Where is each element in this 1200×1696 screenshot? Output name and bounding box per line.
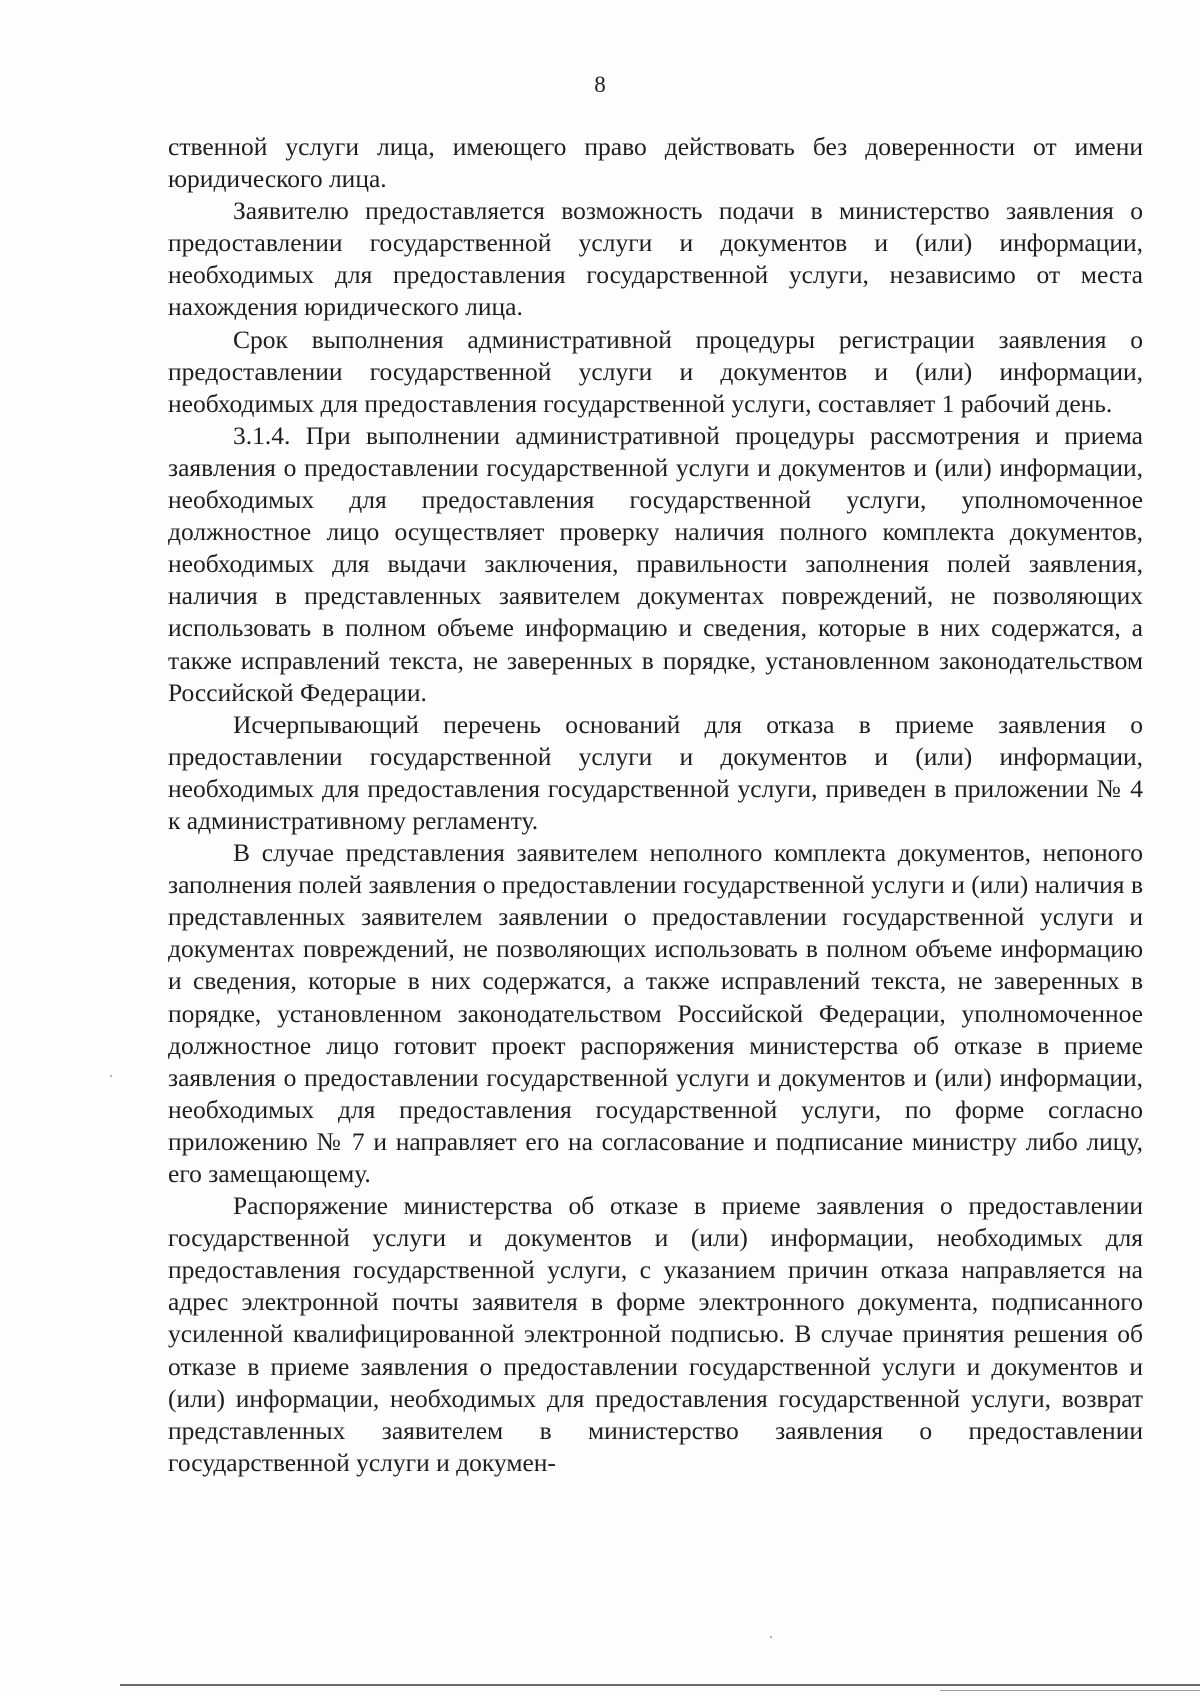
scan-bottom-edge	[120, 1684, 1200, 1686]
paragraph-3-1-4: 3.1.4. При выполнении административной процедуры рассмотрения и приема заявления о предоставлении государственной услуги и документов и (или) информации, необходимых для предоставления государственной услуги, уполномоченное должностное лицо осуществляет проверку наличия полного комплекта документов, необходимых для выдачи заключения, правильности заполнения полей заявления, наличия в представленных заявителем документах повреждений, не позволяющих использовать в полном объеме информацию и сведения, которые в них содержатся, а также исправлений текста, не заверенных в порядке, установленном законодательством Российской Федерации.	[168, 420, 1143, 707]
paragraph-incomplete-documents: В случае представления заявителем неполного комплекта документов, непоного заполнения полей заявления о предоставлении государственной услуги и (или) наличия в представленных заявителем заявлении о предоставлении государственной услуги и документах повреждений, не позволяющих использовать в полном объеме информацию и сведения, которые в них содержатся, а также исправлений текста, не заверенных в порядке, установленном законодательством Российской Федерации, уполномоченное должностное лицо готовит проект распоряжения министерства об отказе в приеме заявления о предоставлении государственной услуги и документов и (или) информации, необходимых для предоставления государственной услуги, по форме согласно приложению № 7 и направляет его на согласование и подписание министру либо лицу, его замещающему.	[168, 838, 1143, 1188]
document-body	[168, 131, 1143, 1479]
scan-speck	[770, 1636, 772, 1638]
scan-speck	[110, 1075, 112, 1077]
page-number: 8	[594, 72, 606, 97]
paragraph-continuation: ственной услуги лица, имеющего право действовать без доверенности от имени юридического лица.	[168, 132, 1143, 194]
scan-bottom-edge-shadow	[940, 1690, 1200, 1691]
paragraph-refusal-order: Распоряжение министерства об отказе в приеме заявления о предоставлении государственной услуги и документов и (или) информации, необходимых для предоставления государственной услуги, с указанием причин отказа направляется на адрес электронной почты заявителя в форме электронного документа, подписанного усиленной квалифицированной электронной подписью. В случае принятия решения об отказе в приеме заявления о предоставлении государственной услуги и документов и (или) информации, необходимых для предоставления государственной услуги, возврат представленных заявителем в министерство заявления о предоставлении государственной услуги и докумен-	[168, 1191, 1143, 1477]
paragraph-registration-term: Срок выполнения административной процедуры регистрации заявления о предоставлении государственной услуги и документов и (или) информации, необходимых для предоставления государственной услуги, составляет 1 рабочий день.	[168, 324, 1143, 418]
paragraph-submission-possibility: Заявителю предоставляется возможность подачи в министерство заявления о предоставлении государственной услуги и документов и (или) информации, необходимых для предоставления государственной услуги, независимо от места нахождения юридического лица.	[168, 196, 1143, 322]
paragraph-refusal-grounds: Исчерпывающий перечень оснований для отказа в приеме заявления о предоставлении государственной услуги и документов и (или) информации, необходимых для предоставления государственной услуги, приведен в приложении № 4 к административному регламенту.	[168, 709, 1143, 835]
